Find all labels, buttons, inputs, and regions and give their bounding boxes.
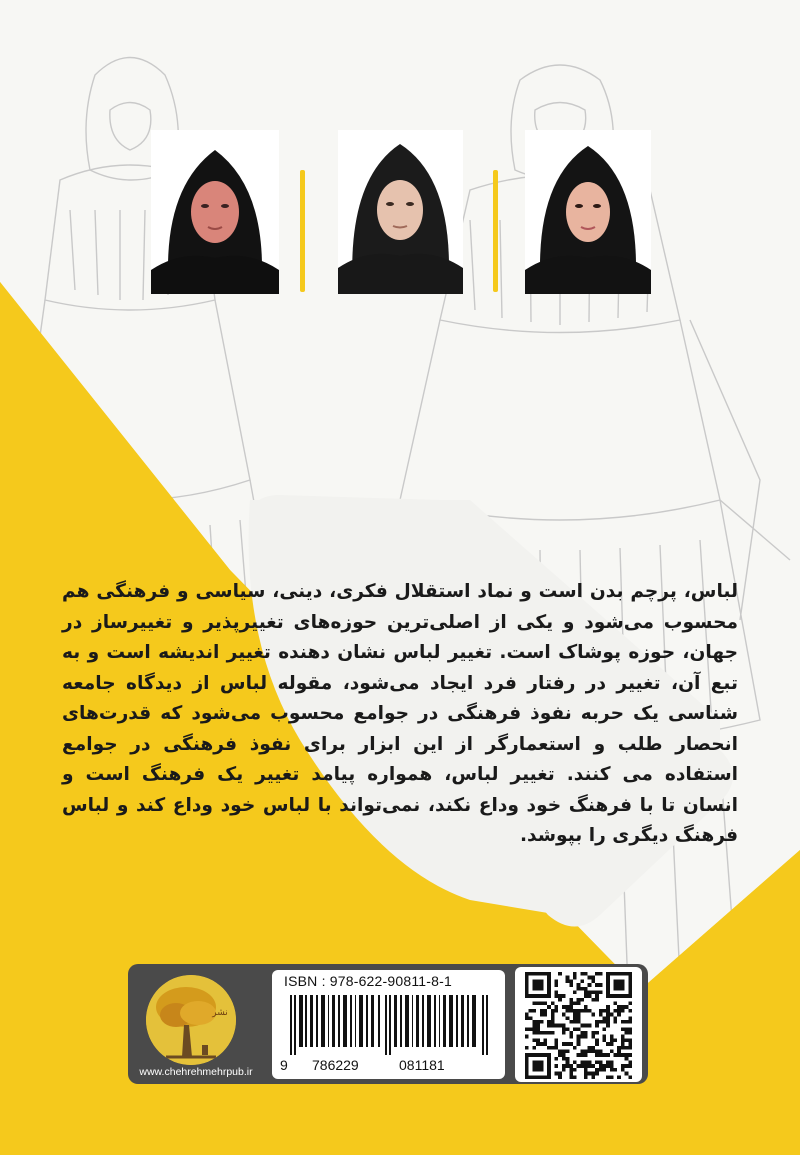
author-photo-2: [338, 130, 463, 294]
barcode-digits-group-2: 081181: [399, 1057, 445, 1073]
publisher-website: www.chehrehmehrpub.ir: [139, 1066, 253, 1078]
author-photo-3: [525, 130, 651, 294]
separator-bar: [493, 170, 498, 292]
qr-code-icon[interactable]: [525, 972, 632, 1079]
publisher-logo-icon: [146, 975, 236, 1065]
barcode-digit-first: 9: [280, 1057, 288, 1073]
author-photo-1: [151, 130, 279, 294]
svg-text:نشر: نشر: [212, 1008, 228, 1018]
barcode-icon: [290, 995, 490, 1055]
back-cover-blurb: لباس، پرچم بدن است و نماد استقلال فکری، دینی، سیاسی و فرهنگی هم محسوب می‌شود و یکی از اصلی‌ترین حوزه‌های تغییرپذیر و تغییرساز در جهان، حوزه پوشاک است. تغییر لباس نشان دهنده تغییر اندیشه است و به تبع آن، تغییر در رفتار فرد ایجاد می‌شود، مقوله لباس از دیدگاه جامعه شناسی یک حربه نفوذ فرهنگی در جوامع محسوب می‌شود که قدرت‌های انحصار طلب و استعمارگر از این ابزار برای نفوذ فرهنگی در جوامع استفاده می کنند. تغییر لباس، همواره پیامد تغییر یک فرهنگ است و انسان تا با فرهنگ خود وداع نکند، نمی‌تواند با لباس خود وداع کند و لباس فرهنگ دیگری را بپوشد.: [62, 581, 738, 846]
isbn-label: ISBN : 978-622-90811-8-1: [284, 973, 452, 989]
separator-bar: [300, 170, 305, 292]
barcode-digits-group-1: 786229: [312, 1057, 359, 1073]
